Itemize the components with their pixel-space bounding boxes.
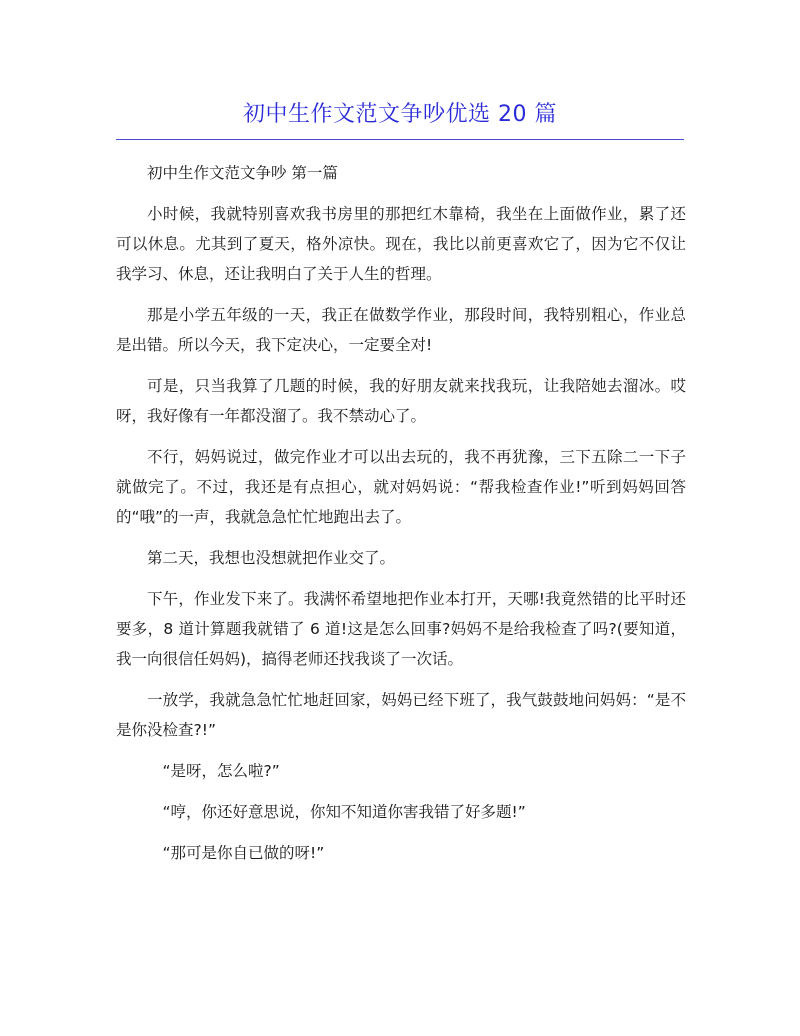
paragraph: 一放学，我就急急忙忙地赶回家，妈妈已经下班了，我气鼓鼓地问妈妈：“是不是你没检查?!”	[116, 691, 686, 739]
paragraph: 小时候，我就特别喜欢我书房里的那把红木靠椅，我坐在上面做作业，累了还可以休息。尤其到了夏天，格外凉快。现在，我比以前更喜欢它了，因为它不仅让我学习、休息，还让我明白了关于人生的哲理。	[116, 205, 686, 283]
dialog-line: “那可是你自已做的呀!”	[162, 844, 325, 862]
paragraph: 下午，作业发下来了。我满怀希望地把作业本打开，天哪!我竟然错的比平时还要多，8 道计算题我就错了 6 道!这是怎么回事?妈妈不是给我检查了吗?(要知道，我一向很信任妈妈)，搞得老师还找我谈了一次话。	[116, 590, 686, 668]
document-title: 初中生作文范文争吵优选 20 篇	[243, 102, 557, 127]
dialog-line: “是呀，怎么啦?”	[162, 762, 280, 780]
dialog-line: “哼，你还好意思说，你知不知道你害我错了好多题!”	[162, 803, 526, 821]
document-body	[116, 158, 686, 868]
paragraph: 不行，妈妈说过，做完作业才可以出去玩的，我不再犹豫，三下五除二一下子就做完了。不过，我还是有点担心，就对妈妈说：“帮我检查作业!”听到妈妈回答的“哦”的一声，我就急急忙忙地跑出去了。	[116, 448, 686, 526]
paragraph: 第二天，我想也没想就把作业交了。	[147, 549, 396, 567]
paragraph: 那是小学五年级的一天，我正在做数学作业，那段时间，我特别粗心，作业总是出错。所以今天，我下定决心，一定要全对!	[116, 306, 686, 354]
title-divider	[116, 139, 684, 140]
paragraph: 可是，只当我算了几题的时候，我的好朋友就来找我玩，让我陪她去溜冰。哎呀，我好像有一年都没溜了。我不禁动心了。	[116, 377, 686, 425]
section-heading: 初中生作文范文争吵 第一篇	[147, 164, 338, 182]
